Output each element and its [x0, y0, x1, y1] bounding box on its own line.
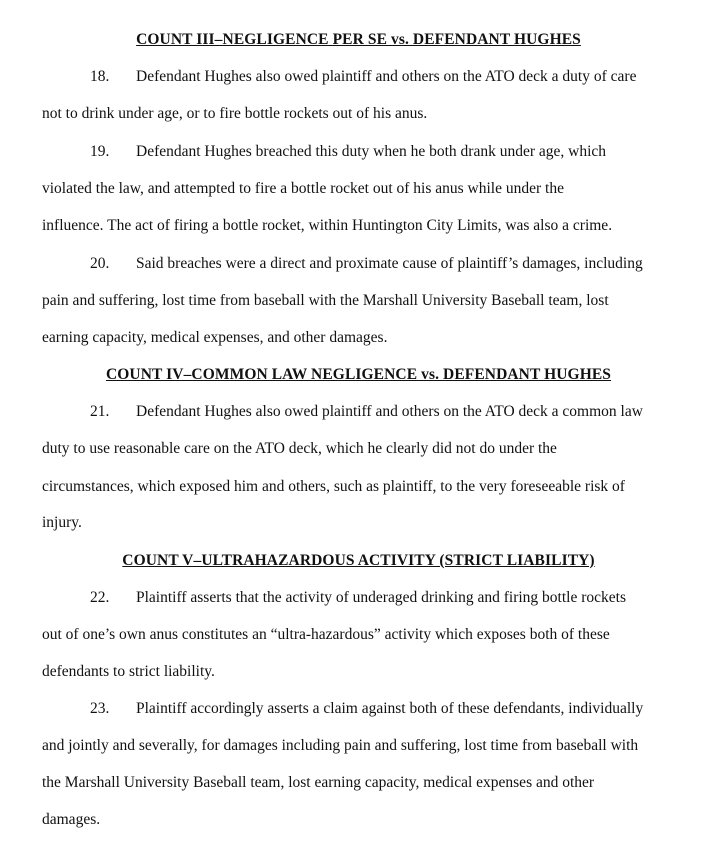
paragraph-number: 18.	[90, 68, 110, 85]
paragraph-20-line-2: pain and suffering, lost time from baseball with the Marshall University Baseball team, lost	[42, 292, 609, 309]
paragraph-text: Defendant Hughes also owed plaintiff and others on the ATO deck a common law	[136, 403, 643, 420]
paragraph-text: Said breaches were a direct and proximate cause of plaintiff’s damages, including	[136, 255, 643, 272]
paragraph-text: Plaintiff asserts that the activity of underaged drinking and firing bottle rockets	[136, 589, 626, 606]
paragraph-number: 19.	[90, 143, 110, 160]
paragraph-22-line-2: out of one’s own anus constitutes an “ultra-hazardous” activity which exposes both of these	[42, 626, 610, 643]
paragraph-21-line-1	[90, 403, 643, 421]
paragraph-19-line-1	[90, 143, 606, 161]
paragraph-text: Plaintiff accordingly asserts a claim against both of these defendants, individually	[136, 700, 644, 717]
paragraph-23-line-2: and jointly and severally, for damages including pain and suffering, lost time from baseball with	[42, 737, 639, 754]
count-iii-heading: COUNT III–NEGLIGENCE PER SE vs. DEFENDANT HUGHES	[136, 31, 581, 48]
paragraph-22-line-1	[90, 589, 626, 607]
count-iv-heading: COUNT IV–COMMON LAW NEGLIGENCE vs. DEFENDANT HUGHES	[105, 366, 612, 383]
paragraph-18-line-2: not to drink under age, or to fire bottle rockets out of his anus.	[42, 105, 428, 122]
paragraph-number: 21.	[90, 403, 110, 420]
paragraph-text: Defendant Hughes breached this duty when he both drank under age, which	[136, 143, 607, 160]
paragraph-23-line-4: damages.	[42, 811, 101, 828]
paragraph-number: 20.	[90, 255, 110, 272]
paragraph-22-line-3: defendants to strict liability.	[42, 663, 215, 680]
paragraph-23-line-1	[90, 700, 643, 718]
paragraph-21-line-4: injury.	[42, 514, 82, 531]
paragraph-18-line-1	[90, 68, 636, 86]
paragraph-21-line-3: circumstances, which exposed him and others, such as plaintiff, to the very foreseeable risk of	[42, 478, 625, 495]
paragraph-23-line-3: the Marshall University Baseball team, lost earning capacity, medical expenses and other	[42, 774, 595, 791]
paragraph-19-line-2: violated the law, and attempted to fire a bottle rocket out of his anus while under the	[42, 180, 564, 197]
paragraph-number: 22.	[90, 589, 110, 606]
paragraph-19-line-3: influence. The act of firing a bottle rocket, within Huntington City Limits, was also a crime.	[42, 217, 613, 234]
paragraph-text: Defendant Hughes also owed plaintiff and others on the ATO deck a duty of care	[136, 68, 637, 85]
paragraph-21-line-2: duty to use reasonable care on the ATO deck, which he clearly did not do under the	[42, 440, 557, 457]
paragraph-number: 23.	[90, 700, 110, 717]
count-v-heading: COUNT V–ULTRAHAZARDOUS ACTIVITY (STRICT LIABILITY)	[122, 552, 595, 569]
paragraph-20-line-3: earning capacity, medical expenses, and other damages.	[42, 329, 388, 346]
paragraph-20-line-1	[90, 255, 643, 273]
